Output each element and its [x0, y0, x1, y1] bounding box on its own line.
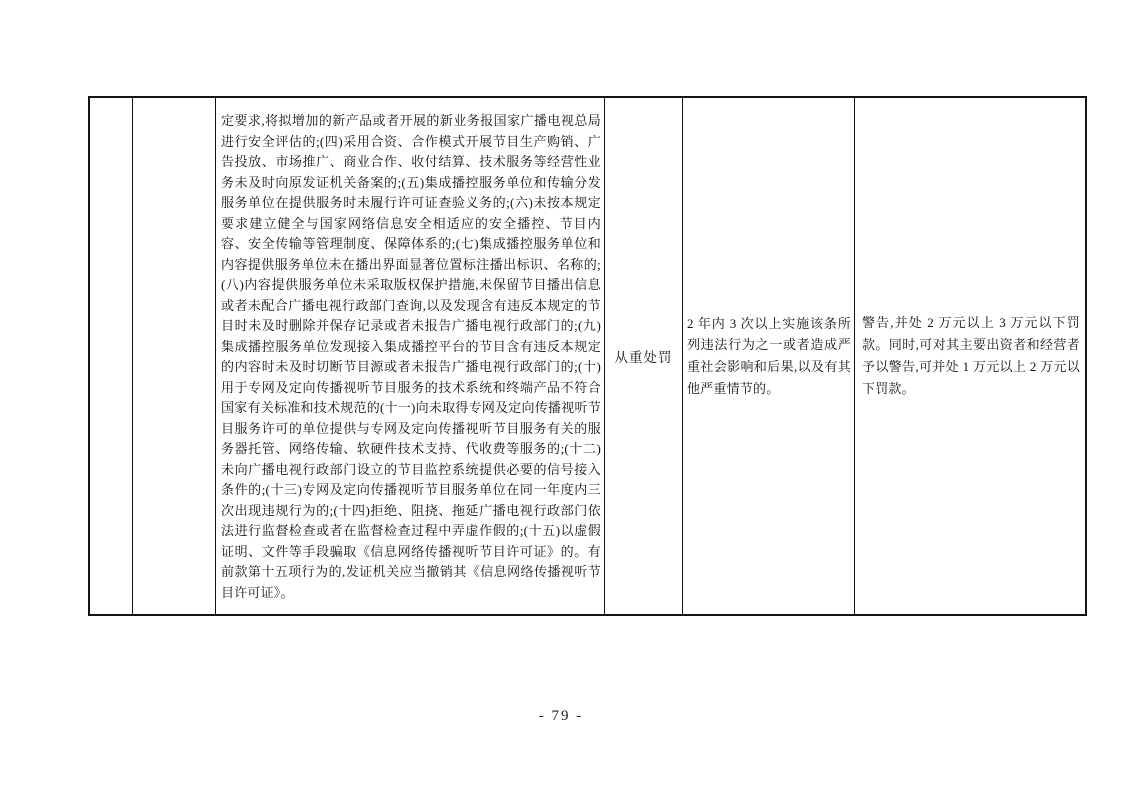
aggravating-condition-text: 2 年内 3 次以上实施该条所列违法行为之一或者造成严重社会影响和后果,以及有其他严重情节的。 [687, 315, 851, 396]
cell-violation-description [216, 97, 605, 615]
violation-description-text: 定要求,将拟增加的新产品或者开展的新业务报国家广播电视总局进行安全评估的;(四)采用合资、合作模式开展节目生产购销、广告投放、市场推广、商业合作、收付结算、技术服务等经营性业务未及时向原发证机关备案的;(五)集成播控服务单位和传输分发服务单位在提供服务时未履行许可证查验义务的;(六)未按本规定要求建立健全与国家网络信息安全相适应的安全播控、节目内容、安全传输等管理制度、保障体系的;(七)集成播控服务单位和内容提供服务单位未在播出界面显著位置标注播出标识、名称的;(八)内容提供服务单位未采取版权保护措施,未保留节目播出信息或者未配合广播电视行政部门查询,以及发现含有违反本规定的节目时未及时删除并保存记录或者未报告广播电视行政部门的;(九)集成播控服务单位发现接入集成播控平台的节目含有违反本规定的内容时未及时切断节目源或者未报告广播电视行政部门的;(十)用于专网及定向传播视听节目服务的技术系统和终端产品不符合国家有关标准和技术规范的(十一)向未取得专网及定向传播视听节目服务许可的单位提供与专网及定向传播视听节目服务有关的服务器托管、网络传输、软硬件技术支持、代收费等服务的;(十二)未向广播电视行政部门设立的节目监控系统提供必要的信号接入条件的;(十三)专网及定向传播视听节目服务单位在同一年度内三次出现违规行为的;(十四)拒绝、阻挠、拖延广播电视行政部门依法进行监督检查或者在监督检查过程中弄虚作假的;(十五)以虚假证明、文件等手段骗取《信息网络传播视听节目许可证》的。有前款第十五项行为的,发证机关应当撤销其《信息网络传播视听节目许可证》。 [221, 113, 601, 600]
cell-index-empty [89, 97, 133, 615]
cell-category-empty [133, 97, 216, 615]
violation-penalty-table [88, 96, 1087, 616]
page-number: - 79 - [538, 708, 584, 724]
cell-punishment [855, 97, 1087, 615]
cell-penalty-type [605, 97, 683, 615]
punishment-text: 警告,并处 2 万元以上 3 万元以下罚款。同时,可对其主要出资者和经营者予以警告,可并处 1 万元以上 2 万元以下罚款。 [862, 315, 1080, 396]
penalty-type-text: 从重处罚 [614, 350, 673, 365]
cell-aggravating-condition [683, 97, 855, 615]
table-row [89, 97, 1086, 615]
